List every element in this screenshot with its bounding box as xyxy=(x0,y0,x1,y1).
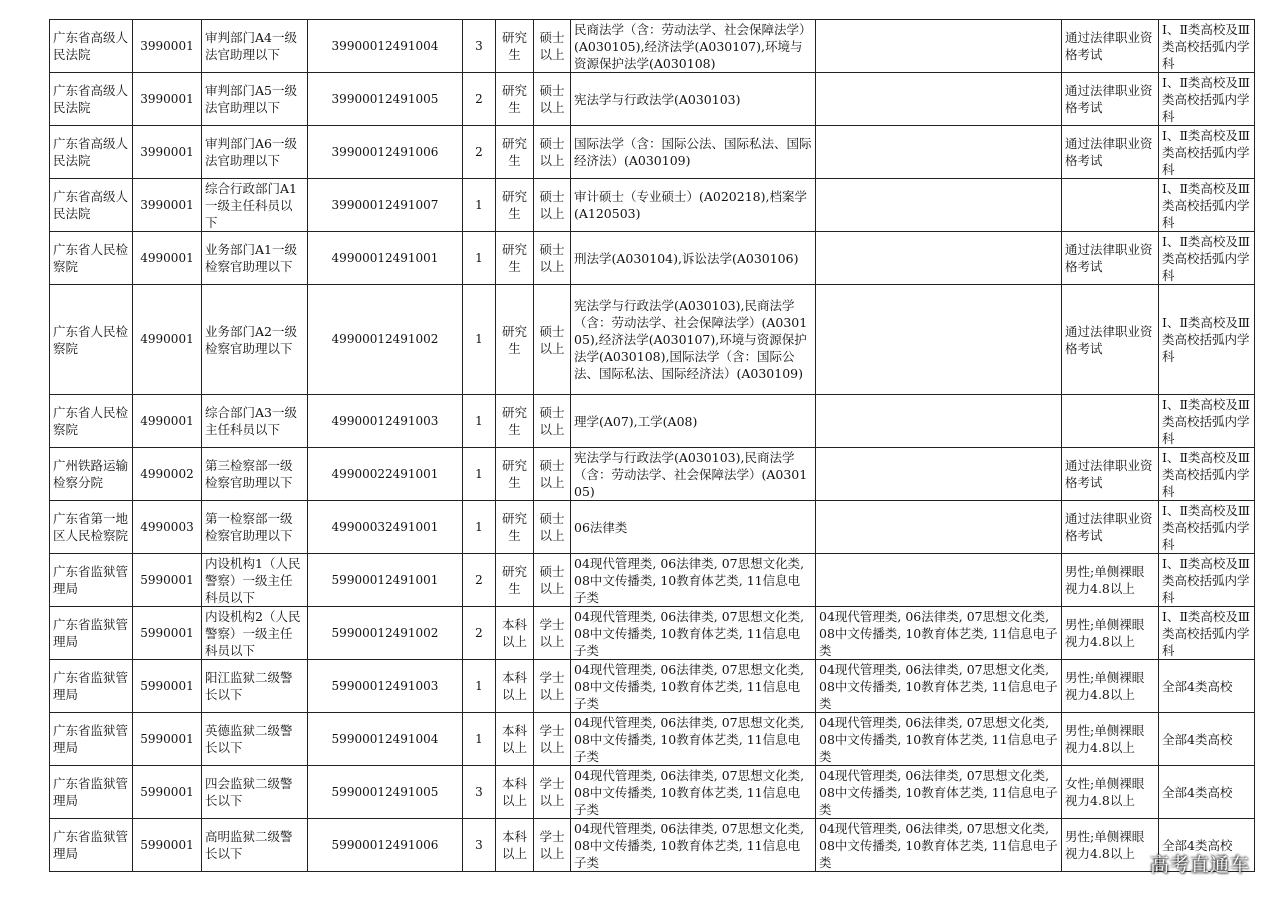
cell-cnt: 1 xyxy=(463,501,496,554)
cell-code: 5990001 xyxy=(133,713,202,766)
cell-major2 xyxy=(816,73,1062,126)
cell-scope: Ⅰ、Ⅱ类高校及Ⅲ类高校括弧内学科 xyxy=(1159,395,1255,448)
cell-deg: 硕士以上 xyxy=(534,501,571,554)
cell-code: 3990001 xyxy=(133,73,202,126)
cell-scope: 全部4类高校 xyxy=(1159,660,1255,713)
cell-major2 xyxy=(816,179,1062,232)
cell-pos: 第三检察部一级检察官助理以下 xyxy=(202,448,308,501)
cell-num: 39900012491006 xyxy=(308,126,463,179)
cell-cnt: 3 xyxy=(463,20,496,73)
cell-cnt: 3 xyxy=(463,766,496,819)
cell-deg: 学士以上 xyxy=(534,819,571,872)
cell-major2: 04现代管理类, 06法律类, 07思想文化类, 08中文传播类, 10教育体艺类, 11信息电子类 xyxy=(816,819,1062,872)
cell-num: 49900012491002 xyxy=(308,285,463,395)
cell-code: 4990003 xyxy=(133,501,202,554)
cell-major2 xyxy=(816,395,1062,448)
table-row xyxy=(50,501,1255,554)
cell-major2 xyxy=(816,285,1062,395)
cell-edu: 研究生 xyxy=(496,179,534,232)
cell-major1: 04现代管理类, 06法律类, 07思想文化类, 08中文传播类, 10教育体艺类, 11信息电子类 xyxy=(571,713,816,766)
cell-num: 39900012491004 xyxy=(308,20,463,73)
cell-pos: 内设机构2（人民警察）一级主任科员以下 xyxy=(202,607,308,660)
cell-cnt: 3 xyxy=(463,819,496,872)
cell-other: 男性;单侧裸眼视力4.8以上 xyxy=(1062,819,1159,872)
cell-num: 59900012491002 xyxy=(308,607,463,660)
cell-pos: 综合部门A3一级主任科员以下 xyxy=(202,395,308,448)
cell-pos: 四会监狱二级警长以下 xyxy=(202,766,308,819)
cell-cnt: 1 xyxy=(463,660,496,713)
cell-major1: 04现代管理类, 06法律类, 07思想文化类, 08中文传播类, 10教育体艺类, 11信息电子类 xyxy=(571,660,816,713)
cell-deg: 硕士以上 xyxy=(534,73,571,126)
cell-edu: 研究生 xyxy=(496,395,534,448)
cell-pos: 业务部门A2一级检察官助理以下 xyxy=(202,285,308,395)
cell-other xyxy=(1062,179,1159,232)
cell-deg: 硕士以上 xyxy=(534,20,571,73)
cell-major2: 04现代管理类, 06法律类, 07思想文化类, 08中文传播类, 10教育体艺类, 11信息电子类 xyxy=(816,607,1062,660)
cell-major2 xyxy=(816,126,1062,179)
cell-num: 49900032491001 xyxy=(308,501,463,554)
cell-code: 4990001 xyxy=(133,285,202,395)
cell-code: 5990001 xyxy=(133,766,202,819)
cell-deg: 硕士以上 xyxy=(534,554,571,607)
cell-edu: 研究生 xyxy=(496,501,534,554)
cell-cnt: 1 xyxy=(463,179,496,232)
cell-code: 3990001 xyxy=(133,126,202,179)
cell-deg: 硕士以上 xyxy=(534,126,571,179)
cell-deg: 学士以上 xyxy=(534,766,571,819)
table-row xyxy=(50,73,1255,126)
cell-cnt: 2 xyxy=(463,607,496,660)
table-row xyxy=(50,448,1255,501)
cell-edu: 本科以上 xyxy=(496,660,534,713)
cell-num: 49900012491003 xyxy=(308,395,463,448)
cell-edu: 研究生 xyxy=(496,73,534,126)
cell-scope: Ⅰ、Ⅱ类高校及Ⅲ类高校括弧内学科 xyxy=(1159,126,1255,179)
cell-other: 男性;单侧裸眼视力4.8以上 xyxy=(1062,660,1159,713)
cell-other: 通过法律职业资格考试 xyxy=(1062,448,1159,501)
cell-edu: 本科以上 xyxy=(496,819,534,872)
cell-deg: 硕士以上 xyxy=(534,448,571,501)
cell-scope: Ⅰ、Ⅱ类高校及Ⅲ类高校括弧内学科 xyxy=(1159,285,1255,395)
cell-code: 5990001 xyxy=(133,554,202,607)
table-row xyxy=(50,395,1255,448)
cell-pos: 综合行政部门A1一级主任科员以下 xyxy=(202,179,308,232)
table-row xyxy=(50,285,1255,395)
cell-deg: 硕士以上 xyxy=(534,232,571,285)
cell-num: 59900012491001 xyxy=(308,554,463,607)
cell-code: 3990001 xyxy=(133,179,202,232)
cell-other: 男性;单侧裸眼视力4.8以上 xyxy=(1062,713,1159,766)
cell-major2 xyxy=(816,232,1062,285)
cell-other: 通过法律职业资格考试 xyxy=(1062,126,1159,179)
cell-deg: 硕士以上 xyxy=(534,179,571,232)
table-row xyxy=(50,232,1255,285)
cell-scope: Ⅰ、Ⅱ类高校及Ⅲ类高校括弧内学科 xyxy=(1159,607,1255,660)
cell-scope: Ⅰ、Ⅱ类高校及Ⅲ类高校括弧内学科 xyxy=(1159,232,1255,285)
cell-major1: 04现代管理类, 06法律类, 07思想文化类, 08中文传播类, 10教育体艺类, 11信息电子类 xyxy=(571,607,816,660)
cell-pos: 高明监狱二级警长以下 xyxy=(202,819,308,872)
cell-scope: Ⅰ、Ⅱ类高校及Ⅲ类高校括弧内学科 xyxy=(1159,73,1255,126)
cell-num: 39900012491005 xyxy=(308,73,463,126)
cell-org: 广东省人民检察院 xyxy=(50,285,133,395)
cell-org: 广东省监狱管理局 xyxy=(50,607,133,660)
cell-scope: Ⅰ、Ⅱ类高校及Ⅲ类高校括弧内学科 xyxy=(1159,554,1255,607)
cell-major1: 04现代管理类, 06法律类, 07思想文化类, 08中文传播类, 10教育体艺类, 11信息电子类 xyxy=(571,766,816,819)
cell-org: 广东省第一地区人民检察院 xyxy=(50,501,133,554)
cell-major2 xyxy=(816,501,1062,554)
cell-code: 4990001 xyxy=(133,232,202,285)
cell-other xyxy=(1062,395,1159,448)
cell-cnt: 1 xyxy=(463,713,496,766)
cell-cnt: 2 xyxy=(463,554,496,607)
table-body xyxy=(50,20,1255,872)
cell-edu: 研究生 xyxy=(496,285,534,395)
cell-major1: 理学(A07),工学(A08) xyxy=(571,395,816,448)
cell-pos: 审判部门A4一级法官助理以下 xyxy=(202,20,308,73)
table-row xyxy=(50,819,1255,872)
cell-deg: 学士以上 xyxy=(534,713,571,766)
cell-other: 通过法律职业资格考试 xyxy=(1062,232,1159,285)
cell-deg: 硕士以上 xyxy=(534,285,571,395)
table-row xyxy=(50,660,1255,713)
cell-major1: 民商法学（含：劳动法学、社会保障法学）(A030105),经济法学(A030107),环境与资源保护法学(A030108) xyxy=(571,20,816,73)
recruitment-table xyxy=(49,19,1255,872)
cell-pos: 英德监狱二级警长以下 xyxy=(202,713,308,766)
cell-scope: Ⅰ、Ⅱ类高校及Ⅲ类高校括弧内学科 xyxy=(1159,20,1255,73)
cell-org: 广东省高级人民法院 xyxy=(50,73,133,126)
cell-scope: 全部4类高校 xyxy=(1159,819,1255,872)
cell-major2 xyxy=(816,554,1062,607)
cell-num: 59900012491006 xyxy=(308,819,463,872)
cell-cnt: 1 xyxy=(463,232,496,285)
cell-code: 5990001 xyxy=(133,819,202,872)
cell-cnt: 2 xyxy=(463,126,496,179)
table-row xyxy=(50,126,1255,179)
cell-cnt: 1 xyxy=(463,285,496,395)
cell-code: 5990001 xyxy=(133,660,202,713)
cell-code: 4990002 xyxy=(133,448,202,501)
cell-num: 59900012491005 xyxy=(308,766,463,819)
cell-scope: 全部4类高校 xyxy=(1159,713,1255,766)
cell-code: 4990001 xyxy=(133,395,202,448)
cell-major1: 宪法学与行政法学(A030103) xyxy=(571,73,816,126)
cell-major1: 审计硕士（专业硕士）(A020218),档案学(A120503) xyxy=(571,179,816,232)
cell-other: 男性;单侧裸眼视力4.8以上 xyxy=(1062,554,1159,607)
cell-edu: 研究生 xyxy=(496,232,534,285)
table-row xyxy=(50,554,1255,607)
cell-other: 男性;单侧裸眼视力4.8以上 xyxy=(1062,607,1159,660)
cell-scope: 全部4类高校 xyxy=(1159,766,1255,819)
cell-cnt: 1 xyxy=(463,448,496,501)
table-row xyxy=(50,713,1255,766)
table-row xyxy=(50,20,1255,73)
table-row xyxy=(50,766,1255,819)
cell-major1: 宪法学与行政法学(A030103),民商法学（含：劳动法学、社会保障法学）(A030105),经济法学(A030107),环境与资源保护法学(A030108),国际法学（含：国际公法、国际私法、国际经济法）(A030109) xyxy=(571,285,816,395)
cell-major2 xyxy=(816,20,1062,73)
cell-deg: 学士以上 xyxy=(534,660,571,713)
cell-num: 59900012491004 xyxy=(308,713,463,766)
cell-other: 女性;单侧裸眼视力4.8以上 xyxy=(1062,766,1159,819)
cell-deg: 学士以上 xyxy=(534,607,571,660)
cell-major1: 06法律类 xyxy=(571,501,816,554)
cell-num: 59900012491003 xyxy=(308,660,463,713)
cell-major2 xyxy=(816,448,1062,501)
cell-org: 广东省高级人民法院 xyxy=(50,179,133,232)
cell-pos: 审判部门A6一级法官助理以下 xyxy=(202,126,308,179)
cell-org: 广东省人民检察院 xyxy=(50,395,133,448)
cell-code: 5990001 xyxy=(133,607,202,660)
watermark: 高考直通车 xyxy=(1149,854,1250,876)
cell-scope: Ⅰ、Ⅱ类高校及Ⅲ类高校括弧内学科 xyxy=(1159,448,1255,501)
cell-org: 广州铁路运输检察分院 xyxy=(50,448,133,501)
cell-other: 通过法律职业资格考试 xyxy=(1062,501,1159,554)
cell-cnt: 2 xyxy=(463,73,496,126)
cell-major2: 04现代管理类, 06法律类, 07思想文化类, 08中文传播类, 10教育体艺类, 11信息电子类 xyxy=(816,660,1062,713)
cell-major1: 04现代管理类, 06法律类, 07思想文化类, 08中文传播类, 10教育体艺类, 11信息电子类 xyxy=(571,819,816,872)
cell-edu: 研究生 xyxy=(496,126,534,179)
cell-scope: Ⅰ、Ⅱ类高校及Ⅲ类高校括弧内学科 xyxy=(1159,179,1255,232)
cell-major1: 宪法学与行政法学(A030103),民商法学（含：劳动法学、社会保障法学）(A030105) xyxy=(571,448,816,501)
cell-scope: Ⅰ、Ⅱ类高校及Ⅲ类高校括弧内学科 xyxy=(1159,501,1255,554)
cell-cnt: 1 xyxy=(463,395,496,448)
cell-edu: 研究生 xyxy=(496,20,534,73)
cell-pos: 第一检察部一级检察官助理以下 xyxy=(202,501,308,554)
cell-org: 广东省监狱管理局 xyxy=(50,713,133,766)
cell-org: 广东省高级人民法院 xyxy=(50,20,133,73)
cell-org: 广东省高级人民法院 xyxy=(50,126,133,179)
cell-num: 49900022491001 xyxy=(308,448,463,501)
cell-num: 39900012491007 xyxy=(308,179,463,232)
cell-major1: 04现代管理类, 06法律类, 07思想文化类, 08中文传播类, 10教育体艺类, 11信息电子类 xyxy=(571,554,816,607)
cell-deg: 硕士以上 xyxy=(534,395,571,448)
cell-code: 3990001 xyxy=(133,20,202,73)
cell-major2: 04现代管理类, 06法律类, 07思想文化类, 08中文传播类, 10教育体艺类, 11信息电子类 xyxy=(816,713,1062,766)
cell-major2: 04现代管理类, 06法律类, 07思想文化类, 08中文传播类, 10教育体艺类, 11信息电子类 xyxy=(816,766,1062,819)
cell-other: 通过法律职业资格考试 xyxy=(1062,73,1159,126)
cell-edu: 本科以上 xyxy=(496,607,534,660)
cell-pos: 内设机构1（人民警察）一级主任科员以下 xyxy=(202,554,308,607)
cell-org: 广东省监狱管理局 xyxy=(50,766,133,819)
cell-org: 广东省监狱管理局 xyxy=(50,554,133,607)
cell-other: 通过法律职业资格考试 xyxy=(1062,20,1159,73)
cell-edu: 研究生 xyxy=(496,448,534,501)
table-row xyxy=(50,179,1255,232)
cell-pos: 阳江监狱二级警长以下 xyxy=(202,660,308,713)
cell-edu: 本科以上 xyxy=(496,713,534,766)
cell-pos: 业务部门A1一级检察官助理以下 xyxy=(202,232,308,285)
cell-pos: 审判部门A5一级法官助理以下 xyxy=(202,73,308,126)
table-row xyxy=(50,607,1255,660)
cell-major1: 国际法学（含：国际公法、国际私法、国际经济法）(A030109) xyxy=(571,126,816,179)
cell-org: 广东省人民检察院 xyxy=(50,232,133,285)
cell-major1: 刑法学(A030104),诉讼法学(A030106) xyxy=(571,232,816,285)
cell-org: 广东省监狱管理局 xyxy=(50,819,133,872)
cell-edu: 研究生 xyxy=(496,554,534,607)
cell-org: 广东省监狱管理局 xyxy=(50,660,133,713)
cell-other: 通过法律职业资格考试 xyxy=(1062,285,1159,395)
cell-edu: 本科以上 xyxy=(496,766,534,819)
cell-num: 49900012491001 xyxy=(308,232,463,285)
